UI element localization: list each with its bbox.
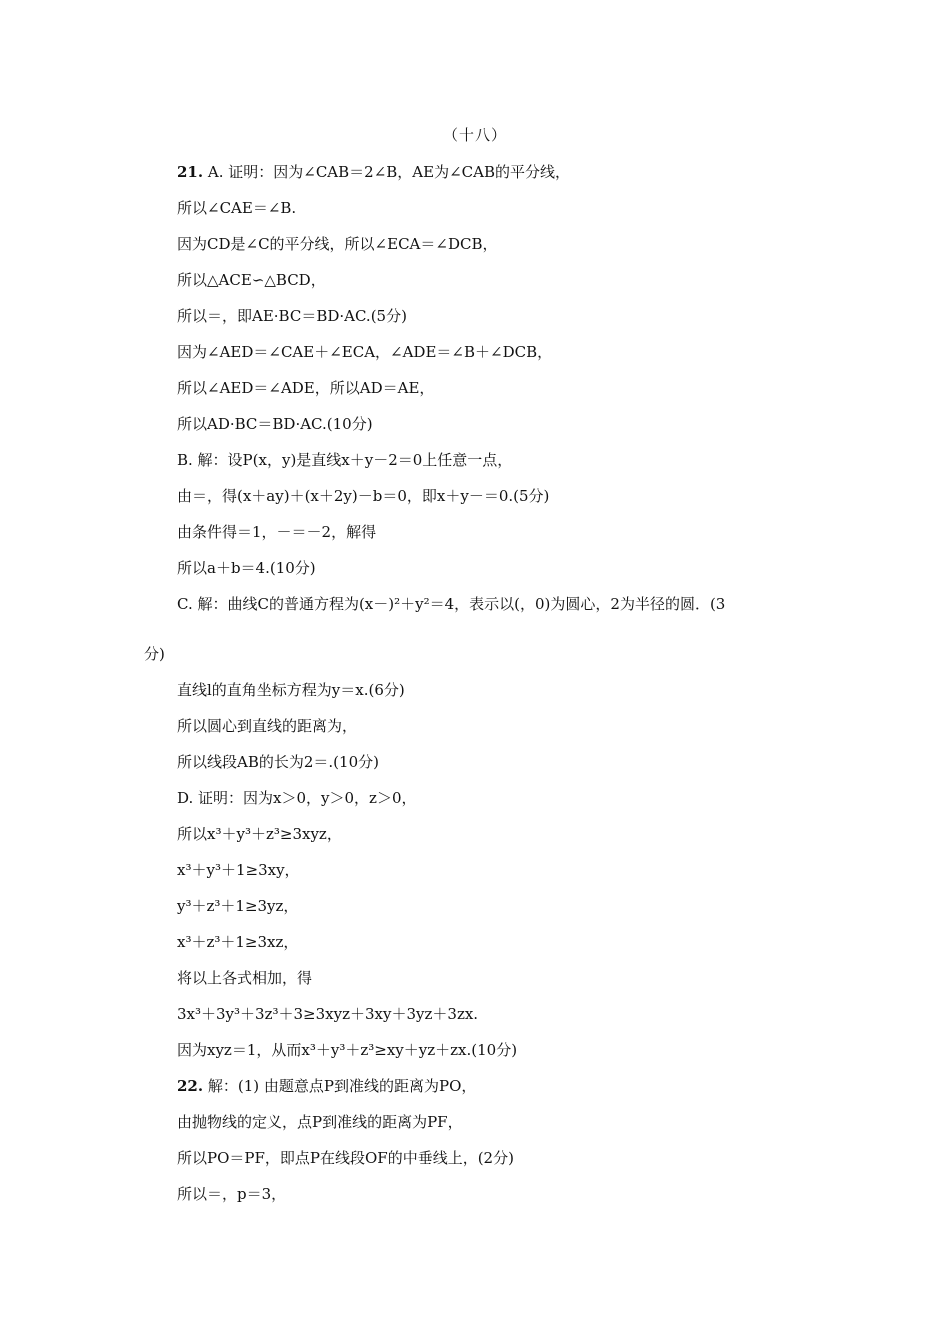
text-line: 由抛物线的定义，点P到准线的距离为PF， — [177, 1113, 463, 1131]
text-line — [0, 160, 950, 196]
text-line: 所以x³＋y³＋z³≥3xyz， — [177, 825, 342, 843]
text-line: 所以PO＝PF，即点P在线段OF的中垂线上，(2分) — [177, 1149, 514, 1167]
text-line: 所以线段AB的长为2＝.(10分) — [177, 753, 379, 771]
text-line: 所以a＋b＝4.(10分) — [177, 559, 316, 577]
text-line — [0, 1074, 950, 1110]
section-title: （十八） — [442, 126, 507, 144]
text-line: 所以∠CAE＝∠B. — [177, 199, 297, 217]
text-line: 所以圆心到直线的距离为， — [177, 717, 358, 735]
line-text: 解：(1) 由题意点P到准线的距离为PO， — [203, 1077, 477, 1095]
text-line: 直线l的直角坐标方程为y＝x.(6分) — [177, 681, 405, 699]
text-line: D. 证明：因为x＞0，y＞0，z＞0， — [177, 789, 417, 807]
text-line: x³＋z³＋1≥3xz， — [177, 933, 299, 951]
text-line: 将以上各式相加，得 — [177, 969, 313, 987]
text-line: 由条件得＝1，－＝－2，解得 — [177, 523, 377, 541]
text-line: 所以＝，即AE·BC＝BD·AC.(5分) — [177, 307, 407, 325]
answer-body — [0, 160, 950, 1218]
text-line: 因为CD是∠C的平分线，所以∠ECA＝∠DCB， — [177, 235, 498, 253]
text-line: 所以∠AED＝∠ADE，所以AD＝AE， — [177, 379, 435, 397]
line-text: A. 证明：因为∠CAB＝2∠B，AE为∠CAB的平分线， — [203, 163, 570, 181]
text-line: 分) — [144, 645, 165, 663]
text-line: B. 解：设P(x，y)是直线x＋y－2＝0上任意一点， — [177, 451, 513, 469]
text-line: 由＝，得(x＋ay)＋(x＋2y)－b＝0，即x＋y－＝0.(5分) — [177, 487, 550, 505]
text-line: 所以AD·BC＝BD·AC.(10分) — [177, 415, 373, 433]
text-line: y³＋z³＋1≥3yz， — [177, 897, 299, 915]
text-line: x³＋y³＋1≥3xy， — [177, 861, 300, 879]
question-number: 21. — [177, 163, 204, 181]
text-line: C. 解：曲线C的普通方程为(x－)²＋y²＝4，表示以(，0)为圆心，2为半径的圆．(3 — [177, 595, 726, 613]
question-number: 22. — [177, 1077, 204, 1095]
text-line: 所以＝，p＝3， — [177, 1185, 287, 1203]
text-line: 3x³＋3y³＋3z³＋3≥3xyz＋3xy＋3yz＋3zx. — [177, 1005, 479, 1023]
text-line: 所以△ACE∽△BCD， — [177, 271, 326, 289]
text-line: 因为∠AED＝∠CAE＋∠ECA，∠ADE＝∠B＋∠DCB， — [177, 343, 553, 361]
text-line: 因为xyz＝1，从而x³＋y³＋z³≥xy＋yz＋zx.(10分) — [177, 1041, 518, 1059]
